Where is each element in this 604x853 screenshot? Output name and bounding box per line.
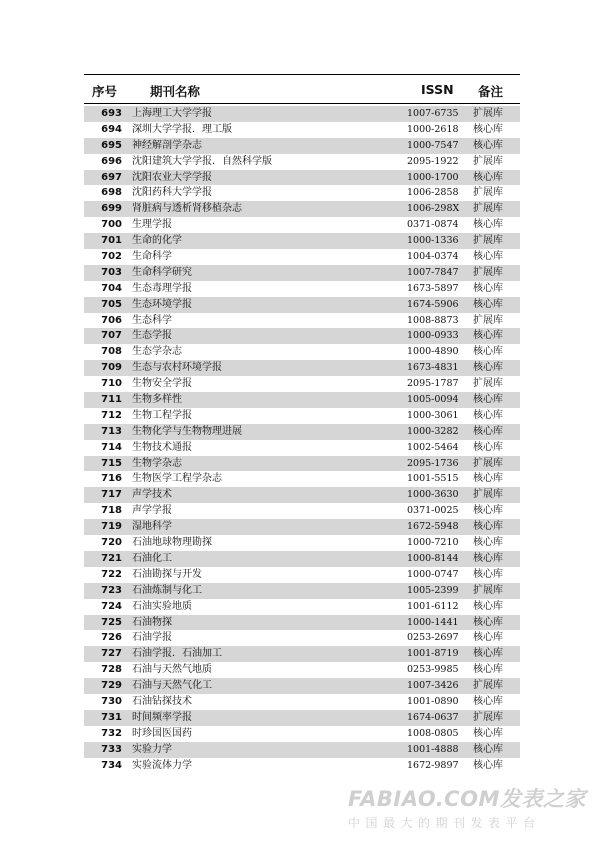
- watermark-tagline: 中国最大的期刊发表平台: [348, 816, 541, 830]
- table-row: [84, 281, 520, 297]
- note-value: 核心库: [473, 330, 503, 342]
- journal-name: 声学技术: [132, 489, 172, 501]
- note-value: 扩展库: [473, 680, 503, 692]
- table-header: [84, 74, 520, 104]
- row-number: 718: [101, 505, 122, 517]
- issn-value: 1005-2399: [407, 584, 459, 596]
- note-value: 扩展库: [473, 235, 503, 247]
- row-number: 703: [101, 266, 122, 278]
- row-number: 708: [101, 346, 122, 358]
- row-number: 705: [101, 298, 122, 310]
- issn-value: 1001-8719: [407, 648, 459, 660]
- note-value: 核心库: [473, 695, 503, 707]
- issn-value: 1000-1441: [407, 616, 459, 628]
- issn-value: 1000-1336: [407, 235, 459, 247]
- journal-name: 石油实验地质: [132, 600, 192, 612]
- table-row: [84, 551, 520, 567]
- issn-value: 1006-2858: [407, 187, 459, 199]
- row-number: 712: [101, 409, 122, 421]
- row-number: 704: [101, 282, 122, 294]
- row-number: 721: [101, 552, 122, 564]
- note-value: 核心库: [473, 743, 503, 755]
- issn-value: 1008-0805: [407, 727, 459, 739]
- row-number: 725: [101, 616, 122, 628]
- row-number: 727: [101, 648, 122, 660]
- note-value: 核心库: [473, 632, 503, 644]
- watermark-brand: FABIAO.COM发表之家: [348, 787, 586, 811]
- journal-name: 生理学报: [132, 219, 172, 231]
- row-number: 716: [101, 473, 122, 485]
- journal-name: 生物化学与生物物理进展: [132, 425, 242, 437]
- journal-name: 肾脏病与透析肾移植杂志: [132, 203, 242, 215]
- row-number: 728: [101, 664, 122, 676]
- table-row: [84, 106, 520, 122]
- journal-name: 生命科学研究: [132, 266, 192, 278]
- note-value: 扩展库: [473, 155, 503, 167]
- row-number: 717: [101, 489, 122, 501]
- journal-name: 石油钻探技术: [132, 695, 192, 707]
- row-number: 693: [101, 108, 122, 119]
- table-row: [84, 122, 520, 138]
- table-row: [84, 630, 520, 646]
- journal-name: 石油与天然气化工: [132, 680, 212, 692]
- issn-value: 2095-1787: [407, 378, 459, 390]
- journal-name: 生物安全学报: [132, 378, 192, 390]
- issn-value: 1674-5906: [407, 298, 459, 310]
- note-value: 核心库: [473, 298, 503, 310]
- row-number: 726: [101, 632, 122, 644]
- table-row: [84, 456, 520, 472]
- table-row: [84, 249, 520, 265]
- journal-name: 上海理工大学学报: [132, 108, 212, 119]
- table-row: [84, 313, 520, 329]
- note-value: 核心库: [473, 362, 503, 374]
- note-value: 核心库: [473, 394, 503, 406]
- row-number: 709: [101, 362, 122, 374]
- table-row: [84, 344, 520, 360]
- issn-value: 1000-3061: [407, 409, 459, 421]
- issn-value: 1005-0094: [407, 394, 459, 406]
- row-number: 722: [101, 568, 122, 580]
- issn-value: 1000-0747: [407, 568, 459, 580]
- row-number: 696: [101, 155, 122, 167]
- journal-name: 生态与农村环境学报: [132, 362, 222, 374]
- journal-name: 实验力学: [132, 743, 172, 755]
- header-journal-name: 期刊名称: [150, 84, 201, 99]
- table-row: [84, 376, 520, 392]
- note-value: 核心库: [473, 568, 503, 580]
- row-number: 733: [101, 743, 122, 755]
- row-number: 731: [101, 711, 122, 723]
- table-row: [84, 567, 520, 583]
- note-value: 扩展库: [473, 378, 503, 390]
- note-value: 扩展库: [473, 187, 503, 199]
- header-note: 备注: [478, 84, 504, 99]
- note-value: 扩展库: [473, 108, 503, 119]
- issn-value: 1001-6112: [407, 600, 459, 612]
- journal-name: 生物多样性: [132, 394, 182, 406]
- issn-value: 1007-3426: [407, 680, 459, 692]
- note-value: 核心库: [473, 171, 503, 183]
- note-value: 扩展库: [473, 203, 503, 215]
- header-issn: ISSN: [421, 82, 454, 97]
- journal-name: 生物学杂志: [132, 457, 182, 469]
- table-row: [84, 392, 520, 408]
- note-value: 核心库: [473, 473, 503, 485]
- journal-name: 生命的化学: [132, 235, 182, 247]
- row-number: 723: [101, 584, 122, 596]
- journal-name: 石油地球物理勘探: [132, 537, 212, 549]
- issn-value: 1001-4888: [407, 743, 459, 755]
- note-value: 核心库: [473, 425, 503, 437]
- issn-value: 1000-3630: [407, 489, 459, 501]
- issn-value: 1000-7547: [407, 139, 459, 151]
- table-row: [84, 471, 520, 487]
- table-row: [84, 154, 520, 170]
- note-value: 核心库: [473, 219, 503, 231]
- row-number: 710: [101, 378, 122, 390]
- table-row: [84, 424, 520, 440]
- note-value: 核心库: [473, 759, 503, 771]
- note-value: 扩展库: [473, 584, 503, 596]
- journal-name: 生态科学: [132, 314, 172, 326]
- row-number: 698: [101, 187, 122, 199]
- issn-value: 1006-298X: [407, 203, 460, 215]
- issn-value: 1673-5897: [407, 282, 459, 294]
- table-row: [84, 615, 520, 631]
- note-value: 核心库: [473, 664, 503, 676]
- note-value: 核心库: [473, 441, 503, 453]
- issn-value: 1008-8873: [407, 314, 459, 326]
- journal-name: 生态毒理学报: [132, 282, 192, 294]
- table-row: [84, 217, 520, 233]
- row-number: 714: [101, 441, 122, 453]
- note-value: 核心库: [473, 648, 503, 660]
- note-value: 核心库: [473, 521, 503, 533]
- journal-name: 石油学报．石油加工: [132, 648, 222, 660]
- table-row: [84, 742, 520, 758]
- table-row: [84, 360, 520, 376]
- journal-name: 生态学报: [132, 330, 172, 342]
- issn-value: 1007-7847: [407, 266, 459, 278]
- note-value: 扩展库: [473, 266, 503, 278]
- issn-value: 1000-3282: [407, 425, 459, 437]
- journal-name: 石油炼制与化工: [132, 584, 202, 596]
- issn-value: 1007-6735: [407, 108, 459, 119]
- issn-value: 1000-8144: [407, 552, 459, 564]
- issn-value: 1000-7210: [407, 537, 459, 549]
- note-value: 扩展库: [473, 711, 503, 723]
- row-number: 732: [101, 727, 122, 739]
- table-row: [84, 583, 520, 599]
- note-value: 核心库: [473, 251, 503, 263]
- table-row: [84, 662, 520, 678]
- issn-value: 1001-5515: [407, 473, 459, 485]
- table-row: [84, 170, 520, 186]
- row-number: 697: [101, 171, 122, 183]
- issn-value: 1673-4831: [407, 362, 459, 374]
- journal-name: 实验流体力学: [132, 759, 192, 771]
- issn-value: 1001-0890: [407, 695, 459, 707]
- table-row: [84, 265, 520, 281]
- table-row: [84, 487, 520, 503]
- row-number: 701: [101, 235, 122, 247]
- header-number: 序号: [92, 84, 118, 99]
- row-number: 699: [101, 203, 122, 215]
- table-row: [84, 758, 520, 774]
- journal-name: 石油与天然气地质: [132, 664, 212, 676]
- journal-name: 沈阳农业大学学报: [132, 171, 212, 183]
- journal-name: 石油化工: [132, 552, 172, 564]
- journal-name: 沈阳药科大学学报: [132, 187, 212, 199]
- note-value: 核心库: [473, 282, 503, 294]
- issn-value: 0253-2697: [407, 632, 459, 644]
- issn-value: 1002-5464: [407, 441, 459, 453]
- note-value: 核心库: [473, 616, 503, 628]
- table-row: [84, 694, 520, 710]
- journal-name: 生物工程学报: [132, 409, 192, 421]
- journal-name: 深圳大学学报．理工版: [132, 123, 232, 135]
- note-value: 扩展库: [473, 314, 503, 326]
- row-number: 713: [101, 425, 122, 437]
- row-number: 724: [101, 600, 122, 612]
- journal-name: 生命科学: [132, 251, 172, 263]
- note-value: 核心库: [473, 346, 503, 358]
- journal-name: 时间频率学报: [132, 711, 192, 723]
- journal-name: 石油物探: [132, 616, 172, 628]
- table-row: [84, 201, 520, 217]
- journal-name: 石油学报: [132, 632, 172, 644]
- journal-name: 生态学杂志: [132, 346, 182, 358]
- journal-name: 生态环境学报: [132, 298, 192, 310]
- journal-name: 湿地科学: [132, 521, 172, 533]
- note-value: 核心库: [473, 505, 503, 517]
- row-number: 695: [101, 139, 122, 151]
- journal-name: 沈阳建筑大学学报．自然科学版: [132, 155, 272, 167]
- note-value: 核心库: [473, 409, 503, 421]
- table-row: [84, 408, 520, 424]
- issn-value: 1004-0374: [407, 251, 459, 263]
- note-value: 核心库: [473, 600, 503, 612]
- journal-name: 声学学报: [132, 505, 172, 517]
- issn-value: 1000-0933: [407, 330, 459, 342]
- row-number: 706: [101, 314, 122, 326]
- row-number: 694: [101, 123, 122, 135]
- table-body: [84, 106, 520, 773]
- table-row: [84, 328, 520, 344]
- journal-name: 时珍国医国药: [132, 727, 192, 739]
- note-value: 核心库: [473, 552, 503, 564]
- issn-value: 0371-0874: [407, 219, 459, 231]
- row-number: 702: [101, 251, 122, 263]
- table-row: [84, 185, 520, 201]
- issn-value: 0253-9985: [407, 664, 459, 676]
- table-row: [84, 726, 520, 742]
- issn-value: 2095-1922: [407, 155, 459, 167]
- table-row: [84, 440, 520, 456]
- table-row: [84, 503, 520, 519]
- issn-value: 2095-1736: [407, 457, 459, 469]
- table-row: [84, 535, 520, 551]
- table-row: [84, 297, 520, 313]
- note-value: 扩展库: [473, 457, 503, 469]
- row-number: 720: [101, 537, 122, 549]
- issn-value: 1672-5948: [407, 521, 459, 533]
- issn-value: 0371-0025: [407, 505, 459, 517]
- table-row: [84, 599, 520, 615]
- table-row: [84, 233, 520, 249]
- journal-name: 生物医学工程学杂志: [132, 473, 222, 485]
- note-value: 核心库: [473, 123, 503, 135]
- row-number: 715: [101, 457, 122, 469]
- row-number: 734: [101, 759, 122, 771]
- note-value: 核心库: [473, 537, 503, 549]
- table-row: [84, 519, 520, 535]
- journal-name: 神经解剖学杂志: [132, 139, 202, 151]
- table-row: [84, 678, 520, 694]
- row-number: 719: [101, 521, 122, 533]
- table-row: [84, 710, 520, 726]
- table-row: [84, 646, 520, 662]
- journal-name: 石油勘探与开发: [132, 568, 202, 580]
- issn-value: 1672-9897: [407, 759, 459, 771]
- note-value: 核心库: [473, 139, 503, 151]
- row-number: 700: [101, 219, 122, 231]
- issn-value: 1000-4890: [407, 346, 459, 358]
- row-number: 730: [101, 695, 122, 707]
- issn-value: 1000-1700: [407, 171, 459, 183]
- issn-value: 1000-2618: [407, 123, 459, 135]
- table-row: [84, 138, 520, 154]
- journal-name: 生物技术通报: [132, 441, 192, 453]
- note-value: 扩展库: [473, 489, 503, 501]
- note-value: 核心库: [473, 727, 503, 739]
- issn-value: 1674-0637: [407, 711, 459, 723]
- row-number: 729: [101, 680, 122, 692]
- row-number: 707: [101, 330, 122, 342]
- row-number: 711: [101, 394, 122, 406]
